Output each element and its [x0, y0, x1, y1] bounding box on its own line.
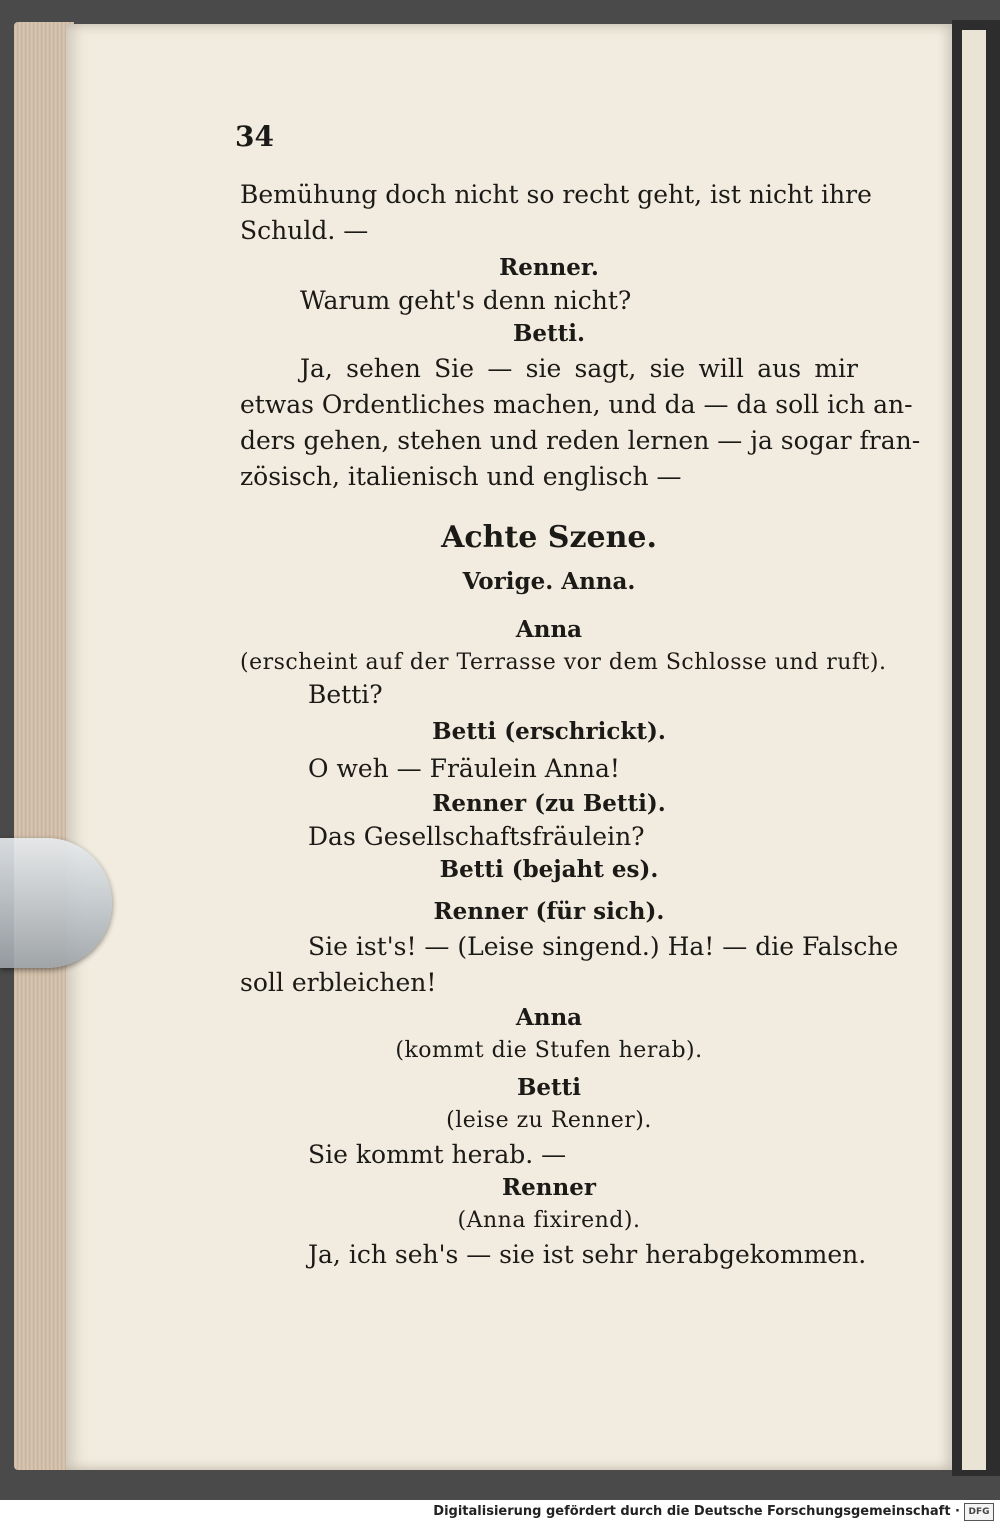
- text-line: O weh — Fräulein Anna!: [308, 754, 620, 783]
- scene-heading: Achte Szene.: [441, 520, 657, 555]
- funding-credit: Digitalisierung gefördert durch die Deutsche Forschungsgemeinschaft ·: [433, 1504, 960, 1519]
- speaker-label: Anna: [515, 1004, 583, 1031]
- next-page-sliver: [952, 20, 1000, 1476]
- speaker-label: Renner.: [499, 254, 599, 281]
- text-line: ders gehen, stehen und reden lernen — ja sogar fran-: [240, 426, 921, 455]
- speaker-label: Anna: [515, 616, 583, 643]
- text-line: Bemühung doch nicht so recht geht, ist nicht ihre: [240, 180, 872, 209]
- speaker-label: Betti (erschrickt).: [432, 718, 666, 745]
- speaker-label: Renner: [502, 1174, 596, 1201]
- speaker-label: Renner (zu Betti).: [432, 790, 666, 817]
- stage-direction: (kommt die Stufen herab).: [395, 1038, 703, 1063]
- stage-direction: (leise zu Renner).: [446, 1108, 652, 1133]
- text-line: etwas Ordentliches machen, und da — da soll ich an-: [240, 390, 913, 419]
- speaker-label: Betti.: [512, 320, 586, 347]
- text-line: soll erbleichen!: [240, 968, 437, 997]
- text-line: Sie ist's! — (Leise singend.) Ha! — die Falsche: [308, 932, 899, 961]
- dfg-logo: DFG: [964, 1503, 994, 1521]
- speaker-label: Betti: [516, 1074, 582, 1101]
- speaker-label: Vorige. Anna.: [462, 568, 636, 595]
- text-line: Ja, ich seh's — sie ist sehr herabgekommen.: [308, 1240, 867, 1269]
- page-edges: [14, 22, 74, 1470]
- footer-bar: [0, 1500, 1000, 1524]
- stage-direction: (erscheint auf der Terrasse vor dem Schlosse und ruft).: [240, 650, 887, 675]
- stage-direction: (Anna fixirend).: [457, 1208, 641, 1233]
- speaker-label: Renner (für sich).: [433, 898, 665, 925]
- text-line: zösisch, italienisch und englisch —: [240, 462, 682, 491]
- text-line: Sie kommt herab. —: [308, 1140, 567, 1169]
- page-number: 34: [235, 120, 274, 153]
- speaker-label: Betti (bejaht es).: [439, 856, 659, 883]
- text-line: Betti?: [308, 680, 383, 709]
- text-line: Das Gesellschaftsfräulein?: [308, 822, 645, 851]
- text-line: Ja, sehen Sie — sie sagt, sie will aus mir: [300, 354, 858, 383]
- text-line: Schuld. —: [240, 216, 369, 245]
- text-line: Warum geht's denn nicht?: [300, 286, 632, 315]
